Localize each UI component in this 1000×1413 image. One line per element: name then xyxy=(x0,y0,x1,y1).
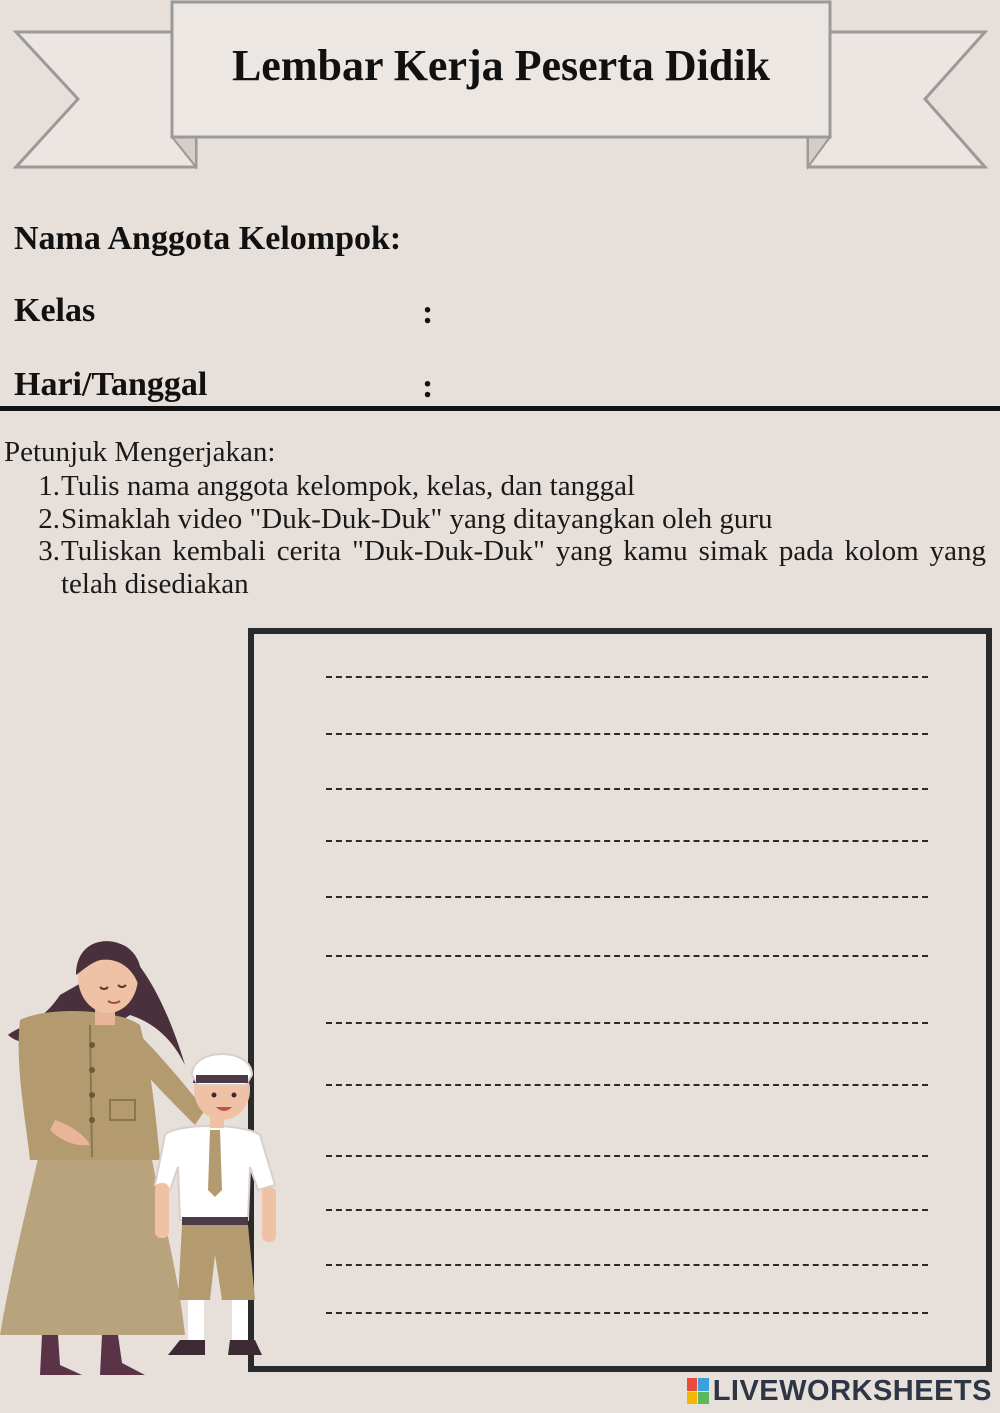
header-divider xyxy=(0,406,1000,411)
field-label-class: Kelas xyxy=(14,292,96,329)
answer-line[interactable] xyxy=(326,1209,928,1211)
answer-line[interactable] xyxy=(326,840,928,842)
page-title: Lembar Kerja Peserta Didik xyxy=(231,41,771,90)
instruction-item xyxy=(24,470,986,503)
instruction-item xyxy=(24,535,986,600)
answer-line[interactable] xyxy=(326,1312,928,1314)
instruction-number: 1. xyxy=(38,470,60,502)
answer-line[interactable] xyxy=(326,1022,928,1024)
instruction-text: Simaklah video "Duk-Duk-Duk" yang ditayangkan oleh guru xyxy=(61,502,773,535)
field-label-date: Hari/Tanggal xyxy=(14,366,208,403)
liveworksheets-brand xyxy=(687,1374,992,1408)
answer-line[interactable] xyxy=(326,1264,928,1266)
teacher-and-student-illustration xyxy=(0,935,300,1390)
instructions-title: Petunjuk Mengerjakan: xyxy=(4,436,276,468)
brand-name: LIVEWORKSHEETS xyxy=(712,1374,992,1407)
answer-line[interactable] xyxy=(326,955,928,957)
answer-line[interactable] xyxy=(326,1084,928,1086)
answer-line[interactable] xyxy=(326,1155,928,1157)
answer-line[interactable] xyxy=(326,733,928,735)
field-colon-date: : xyxy=(422,368,434,405)
instruction-number: 3. xyxy=(38,535,60,567)
instruction-text: Tuliskan kembali cerita "Duk-Duk-Duk" yang kamu simak pada kolom yang telah disediakan xyxy=(61,535,986,600)
instructions-list xyxy=(24,470,986,600)
field-colon-class: : xyxy=(422,294,434,331)
answer-line[interactable] xyxy=(326,788,928,790)
instruction-item xyxy=(24,503,986,536)
field-label-group-members: Nama Anggota Kelompok: xyxy=(14,220,402,257)
instruction-text: Tulis nama anggota kelompok, kelas, dan tanggal xyxy=(61,470,635,502)
answer-box[interactable] xyxy=(248,628,992,1372)
answer-line[interactable] xyxy=(326,896,928,898)
answer-line[interactable] xyxy=(326,676,928,678)
liveworksheets-logo-icon xyxy=(687,1378,709,1404)
instruction-number: 2. xyxy=(38,502,60,535)
